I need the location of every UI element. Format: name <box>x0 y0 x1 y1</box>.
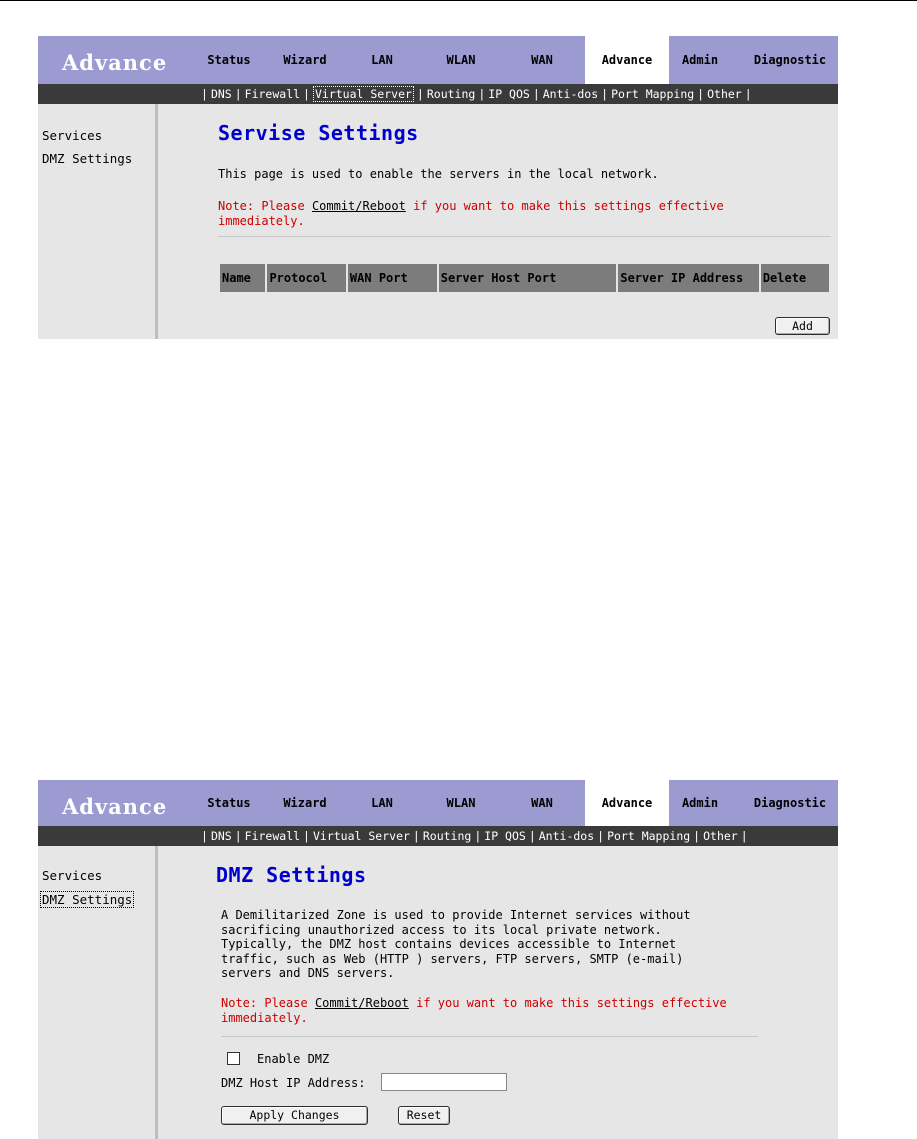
dmz-screenshot-panel <box>38 780 838 1139</box>
subnav-anti-dos[interactable]: Anti-dos <box>542 87 599 101</box>
tab-admin[interactable]: Admin <box>681 796 719 810</box>
column-header-server-ip-address: Server IP Address <box>618 264 758 292</box>
tab-advance[interactable]: Advance <box>585 36 669 84</box>
tab-lan[interactable]: LAN <box>371 796 393 810</box>
subnav-anti-dos[interactable]: Anti-dos <box>538 829 595 843</box>
subnav-virtual-server[interactable]: Virtual Server <box>312 829 410 843</box>
dmz-host-ip-label: DMZ Host IP Address: <box>221 1076 366 1090</box>
subnav-dns[interactable]: DNS <box>210 87 232 101</box>
apply-changes-button[interactable]: Apply Changes <box>221 1106 368 1125</box>
brand-title: Advance <box>62 794 168 819</box>
sidebar-item-services[interactable]: Services <box>42 868 103 883</box>
subnav-ip-qos[interactable]: IP QOS <box>488 87 530 101</box>
subnav-firewall[interactable]: Firewall <box>244 87 301 101</box>
commit-note <box>218 199 724 229</box>
subnav-firewall[interactable]: Firewall <box>244 829 301 843</box>
column-header-protocol: Protocol <box>267 264 345 292</box>
divider <box>218 236 831 237</box>
sub-navigation-bar: | DNS | Firewall | Virtual Server | Routing | IP QOS | Anti-dos | Port Mapping | Other | <box>38 84 838 104</box>
page-title: Servise Settings <box>218 121 419 145</box>
top-navigation-bar <box>38 36 838 84</box>
subnav-other[interactable]: Other <box>703 829 738 843</box>
tab-status[interactable]: Status <box>207 53 251 67</box>
note-suffix: if you want to make this settings effective <box>416 996 727 1010</box>
note-prefix: Note: Please <box>218 199 305 213</box>
page-description: This page is used to enable the servers in the local network. <box>218 167 659 181</box>
note-line2: immediately. <box>221 1011 308 1025</box>
tab-wlan[interactable]: WLAN <box>446 53 476 67</box>
subnav-ip-qos[interactable]: IP QOS <box>484 829 526 843</box>
tab-diagnostic[interactable]: Diagnostic <box>753 53 827 67</box>
subnav-port-mapping[interactable]: Port Mapping <box>611 87 695 101</box>
subnav-port-mapping[interactable]: Port Mapping <box>607 829 691 843</box>
add-button[interactable]: Add <box>775 317 830 335</box>
tab-diagnostic[interactable]: Diagnostic <box>753 796 827 810</box>
page-title: DMZ Settings <box>216 863 367 887</box>
tab-advance[interactable]: Advance <box>585 780 669 826</box>
tab-wan[interactable]: WAN <box>531 796 553 810</box>
subnav-other[interactable]: Other <box>707 87 742 101</box>
column-header-wan-port: WAN Port <box>348 264 437 292</box>
tab-wizard[interactable]: Wizard <box>283 53 327 67</box>
enable-dmz-label: Enable DMZ <box>257 1052 330 1066</box>
sidebar <box>38 846 158 1139</box>
subnav-routing[interactable]: Routing <box>422 829 472 843</box>
top-border-line <box>0 0 917 1</box>
sidebar-item-dmz-settings[interactable]: DMZ Settings <box>42 892 133 907</box>
sub-navigation-bar: | DNS | Firewall | Virtual Server | Routing | IP QOS | Anti-dos | Port Mapping | Other | <box>38 826 838 846</box>
note-suffix: if you want to make this settings effective <box>413 199 724 213</box>
subnav-routing[interactable]: Routing <box>426 87 476 101</box>
tab-wizard[interactable]: Wizard <box>283 796 327 810</box>
divider <box>221 1036 758 1037</box>
sidebar-item-dmz-settings[interactable]: DMZ Settings <box>42 151 133 166</box>
note-prefix: Note: Please <box>221 996 308 1010</box>
sidebar-item-services[interactable]: Services <box>42 128 103 143</box>
services-screenshot-panel <box>38 36 838 339</box>
dmz-host-ip-input[interactable] <box>381 1073 507 1091</box>
reset-button[interactable]: Reset <box>398 1106 450 1125</box>
column-header-server-host-port: Server Host Port <box>439 264 617 292</box>
commit-note <box>221 996 727 1026</box>
tab-admin[interactable]: Admin <box>681 53 719 67</box>
sidebar <box>38 104 158 339</box>
table-header-row <box>220 264 829 292</box>
tab-lan[interactable]: LAN <box>371 53 393 67</box>
subnav-virtual-server[interactable]: Virtual Server <box>314 87 412 101</box>
note-line2: immediately. <box>218 214 305 228</box>
enable-dmz-checkbox[interactable] <box>227 1052 240 1065</box>
commit-reboot-link[interactable]: Commit/Reboot <box>314 996 409 1010</box>
tab-wan[interactable]: WAN <box>531 53 553 67</box>
top-navigation-bar <box>38 780 838 826</box>
tab-status[interactable]: Status <box>207 796 251 810</box>
commit-reboot-link[interactable]: Commit/Reboot <box>311 199 406 213</box>
column-header-name: Name <box>220 264 265 292</box>
page-description: A Demilitarized Zone is used to provide Internet services without sacrificing unauthorized access to its local private network. Typically, the DMZ host contains devices accessible to Internet traffic, such as Web (HTTP ) servers, FTP servers, SMTP (e-mail) servers and DNS servers. <box>221 908 691 980</box>
column-header-delete: Delete <box>761 264 829 292</box>
brand-title: Advance <box>62 50 168 75</box>
tab-wlan[interactable]: WLAN <box>446 796 476 810</box>
subnav-dns[interactable]: DNS <box>210 829 232 843</box>
services-table <box>218 262 831 294</box>
